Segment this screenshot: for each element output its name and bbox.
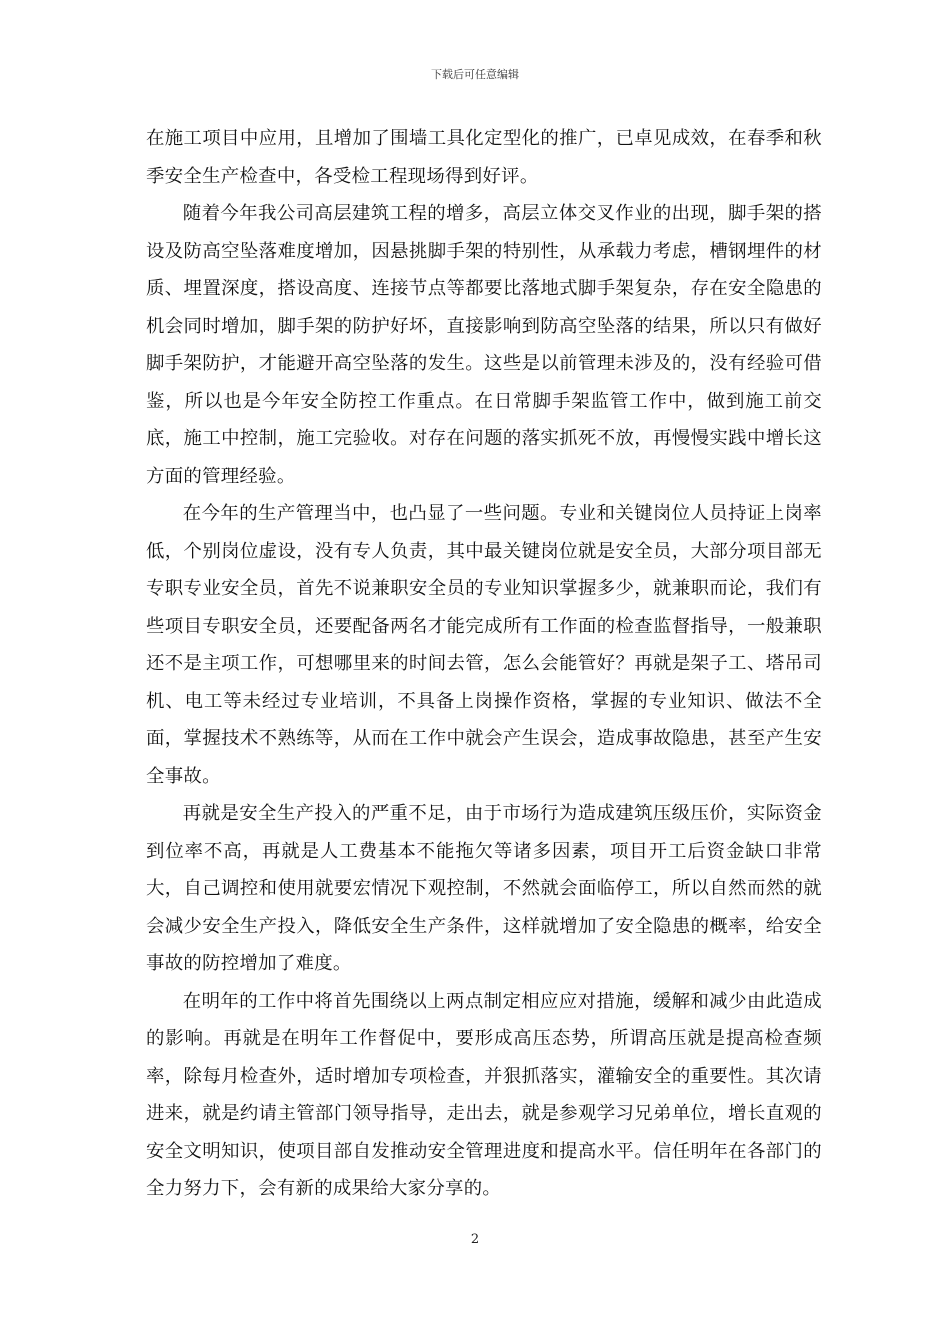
page-number: 2	[470, 1232, 480, 1247]
paragraph-5: 在明年的工作中将首先围绕以上两点制定相应应对措施，缓解和减少由此造成的影响。再就是在明年工作督促中，要形成高压态势，所谓高压就是提高检查频率，除每月检查外，适时增加专项检查，并狠抓落实，灌输安全的重要性。其次请进来，就是约请主管部门领导指导，走出去，就是参观学习兄弟单位，增长直观的安全文明知识，使项目部自发推动安全管理进度和提高水平。信任明年在各部门的全力努力下，会有新的成果给大家分享的。	[146, 990, 822, 1199]
page-header: 下载后可任意编辑	[431, 68, 519, 81]
paragraph-4: 再就是安全生产投入的严重不足，由于市场行为造成建筑压级压价，实际资金到位率不高，再就是人工费基本不能拖欠等诸多因素，项目开工后资金缺口非常大，自己调控和使用就要宏情况下观控制，不然就会面临停工，所以自然而然的就会减少安全生产投入，降低安全生产条件，这样就增加了安全隐患的概率，给安全事故的防控增加了难度。	[146, 803, 822, 974]
paragraph-3: 在今年的生产管理当中，也凸显了一些问题。专业和关键岗位人员持证上岗率低，个别岗位虚设，没有专人负责，其中最关键岗位就是安全员，大部分项目部无专职专业安全员，首先不说兼职安全员的专业知识掌握多少，就兼职而论，我们有些项目专职安全员，还要配备两名才能完成所有工作面的检查监督指导，一般兼职还不是主项工作，可想哪里来的时间去管，怎么会能管好？再就是架子工、塔吊司机、电工等未经过专业培训，不具备上岗操作资格，掌握的专业知识、做法不全面，掌握技术不熟练等，从而在工作中就会产生误会，造成事故隐患，甚至产生安全事故。	[146, 503, 822, 787]
document-body	[146, 120, 822, 1208]
paragraph-2: 随着今年我公司高层建筑工程的增多，高层立体交叉作业的出现，脚手架的搭设及防高空坠落难度增加，因悬挑脚手架的特别性，从承载力考虑，槽钢埋件的材质、埋置深度，搭设高度、连接节点等都要比落地式脚手架复杂，存在安全隐患的机会同时增加，脚手架的防护好坏，直接影响到防高空坠落的结果，所以只有做好脚手架防护，才能避开高空坠落的发生。这些是以前管理未涉及的，没有经验可借鉴，所以也是今年安全防控工作重点。在日常脚手架监管工作中，做到施工前交底，施工中控制，施工完验收。对存在问题的落实抓死不放，再慢慢实践中增长这方面的管理经验。	[146, 203, 822, 487]
paragraph-1: 在施工项目中应用，且增加了围墙工具化定型化的推广，已卓见成效，在春季和秋季安全生产检查中，各受检工程现场得到好评。	[146, 128, 822, 187]
